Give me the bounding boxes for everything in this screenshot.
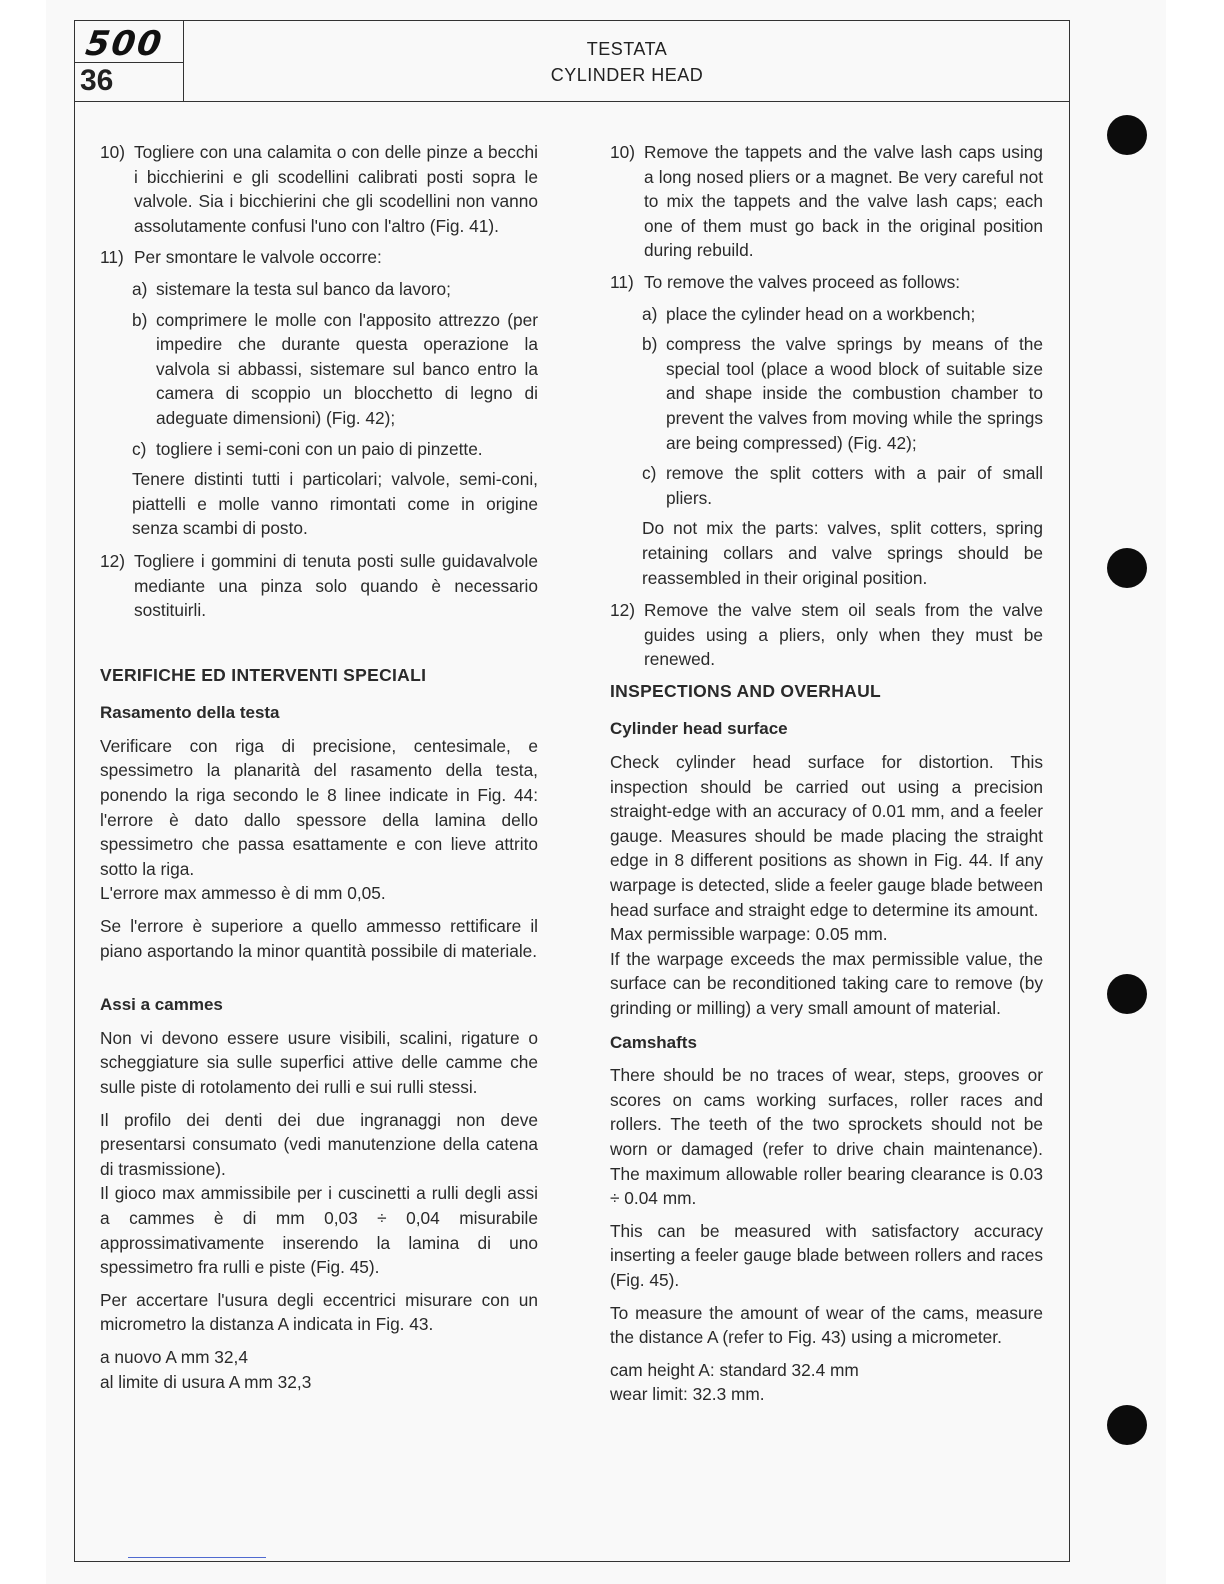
step-number: 11)	[610, 271, 634, 292]
substep-b	[132, 308, 538, 431]
paragraph: This can be measured with satisfactory accuracy inserting a feeler gauge blade between rollers and races (Fig. 45).	[610, 1220, 1043, 1290]
spec-standard: cam height A: standard 32.4 mm	[610, 1359, 859, 1380]
step-text: Togliere i gommini di tenuta posti sulle guidavalvole mediante una pinza solo quando è necessario sostituirli.	[134, 550, 538, 621]
substep-text: comprimere le molle con l'apposito attrezzo (per impedire che durante questa operazione la valvola si abbassi, sistemare sul banco entro la camera di scoppio un blocchetto di legno di adeguate dimensioni) (Fig. 42);	[156, 309, 538, 428]
subsection-heading-head-surface: Cylinder head surface	[610, 719, 788, 739]
substep-c	[642, 461, 1043, 510]
paragraph: Il gioco max ammissibile per i cuscinetti a rulli degli assi a cammes è di mm 0,03 ÷ 0,04 misurabile approssimativamente inserendo la lamina di uno spessimetro fra rulli e piste (Fig. 45).	[100, 1183, 538, 1278]
paragraph: Per accertare l'usura degli eccentrici misurare con un micrometro la distanza A indicata in Fig. 43.	[100, 1289, 538, 1335]
punch-hole	[1107, 974, 1147, 1014]
substep-label: b)	[132, 309, 148, 330]
logo: 500	[83, 24, 166, 64]
substep-label: c)	[642, 463, 657, 484]
step-11	[610, 270, 1043, 295]
step-number: 12)	[100, 550, 125, 571]
page-title	[184, 36, 1070, 88]
paragraph: Non vi devono essere usure visibili, scalini, rigature o scheggiature sia sulle superfici attive delle camme che sulle piste di rotolamento dei rulli e sui rulli stessi.	[100, 1027, 538, 1097]
spec-wear-limit: wear limit: 32.3 mm.	[610, 1384, 765, 1405]
substep-text: compress the valve springs by means of the special tool (place a wood block of suitable size and shape inside the combustion chamber to prevent the valves from moving while the springs are being compressed) (Fig. 42);	[666, 334, 1043, 453]
substep-text: place the cylinder head on a workbench;	[666, 303, 976, 324]
step-10	[610, 140, 1043, 263]
header-divider	[74, 101, 1070, 102]
substep-label: a)	[642, 303, 658, 324]
spec-new: a nuovo A mm 32,4	[100, 1346, 248, 1367]
paragraph: If the warpage exceeds the max permissible value, the surface can be reconditioned taking care to remove (by grinding or milling) a very small amount of material.	[610, 948, 1043, 1018]
page-number: 36	[80, 64, 114, 97]
paragraph: There should be no traces of wear, steps, grooves or scores on cams working surfaces, roller races and rollers. The teeth of the two sprockets should not be worn or damaged (refer to drive chain maintenance). The maximum allowable roller bearing clearance is 0.03 ÷ 0.04 mm.	[610, 1065, 1043, 1209]
paragraph: Check cylinder head surface for distortion. This inspection should be carried out using a precision straight-edge with an accuracy of 0.01 mm, and a feeler gauge. Measures should be made placing the straight edge in 8 different positions as shown in Fig. 44. If any warpage is detected, slide a feeler gauge blade between head surface and straight edge to determine its amount.	[610, 752, 1043, 920]
paragraph: Se l'errore è superiore a quello ammesso rettificare il piano asportando la minor quantità possibile di materiale.	[100, 916, 538, 961]
substep-text: remove the split cotters with a pair of small pliers.	[666, 463, 1043, 508]
substep-label: a)	[132, 278, 148, 299]
subsection-heading-camshafts: Assi a cammes	[100, 995, 223, 1015]
italian-column	[100, 140, 538, 1394]
step-11-note: Do not mix the parts: valves, split cotters, spring retaining collars and valve springs should be reassembled in their original position.	[642, 518, 1043, 588]
paragraph: Il profilo dei denti dei due ingranaggi non deve presentarsi consumato (vedi manutenzione della catena di trasmissione).	[100, 1109, 538, 1179]
substep-text: togliere i semi-coni con un paio di pinzette.	[156, 438, 483, 459]
step-number: 10)	[100, 142, 125, 162]
spec-wear-limit: al limite di usura A mm 32,3	[100, 1371, 312, 1392]
subsection-heading-camshafts: Camshafts	[610, 1032, 697, 1052]
punch-hole	[1107, 1405, 1147, 1445]
step-text: To remove the valves proceed as follows:	[644, 271, 961, 292]
scan-mark	[128, 1557, 266, 1558]
paragraph: Verificare con riga di precisione, centesimale, e spessimetro la planarità del rasamento della testa, ponendo la riga secondo le 8 linee indicate in Fig. 44: l'errore è dato dallo spessore della lamina dello spessimetro che passa esattamente e con lieve attrito sotto la riga.	[100, 735, 538, 879]
section-heading: VERIFICHE ED INTERVENTI SPECIALI	[100, 664, 427, 685]
substep-label: b)	[642, 334, 658, 355]
substep-a	[132, 277, 538, 302]
step-11	[100, 245, 538, 270]
step-12	[100, 549, 538, 623]
substep-label: c)	[132, 438, 147, 459]
punch-hole	[1107, 115, 1147, 155]
step-11-note: Tenere distinti tutti i particolari; valvole, semi-coni, piattelli e molle vanno rimontati come in origine senza scambi di posto.	[132, 469, 538, 539]
substep-text: sistemare la testa sul banco da lavoro;	[156, 278, 451, 299]
subsection-heading-head-surface: Rasamento della testa	[100, 703, 280, 723]
title-english: CYLINDER HEAD	[550, 65, 704, 85]
paragraph: To measure the amount of wear of the cams, measure the distance A (refer to Fig. 43) using a micrometer.	[610, 1302, 1043, 1348]
step-number: 11)	[100, 247, 124, 268]
step-text: Per smontare le valvole occorre:	[134, 247, 382, 268]
step-number: 10)	[610, 142, 635, 162]
title-italian: TESTATA	[586, 39, 668, 59]
substep-c	[132, 437, 538, 462]
substep-b	[642, 332, 1043, 455]
paragraph: L'errore max ammesso è di mm 0,05.	[100, 883, 386, 904]
step-12	[610, 598, 1043, 672]
step-number: 12)	[610, 600, 635, 621]
punch-hole	[1107, 548, 1147, 588]
paragraph: Max permissible warpage: 0.05 mm.	[610, 924, 888, 945]
step-text: Remove the tappets and the valve lash caps using a long nosed pliers or a magnet. Be very careful not to mix the tappets and the valve lash caps; each one of them must go back in the original position during rebuild.	[644, 142, 1043, 261]
substep-a	[642, 302, 1043, 327]
step-text: Remove the valve stem oil seals from the valve guides using a pliers, only when they must be renewed.	[644, 600, 1043, 670]
step-10	[100, 140, 538, 238]
section-heading: INSPECTIONS AND OVERHAUL	[610, 680, 882, 701]
step-text: Togliere con una calamita o con delle pinze a becchi i bicchierini e gli scodellini calibrati posti sopra le valvole. Sia i bicchierini che gli scodellini non vanno assolutamente confusi l'uno con l'altro (Fig. 41).	[134, 142, 538, 236]
english-column	[610, 140, 1043, 1407]
